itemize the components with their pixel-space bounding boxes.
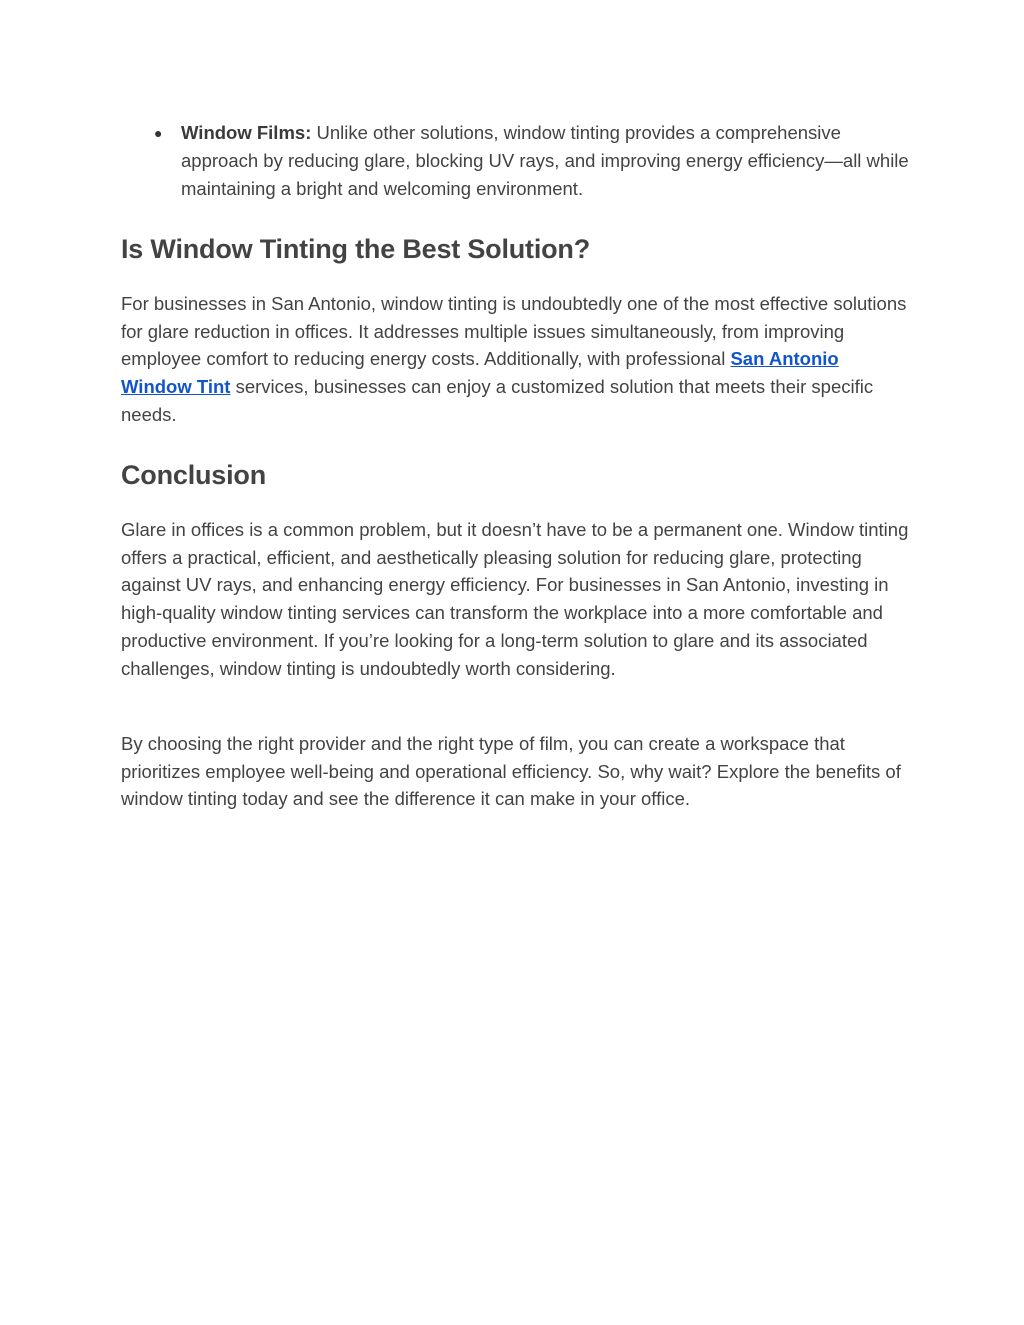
paragraph-text: For businesses in San Antonio, window tinting is undoubtedly one of the most effective solutions for glare reduction in offices. It addresses multiple issues simultaneously, from improving employee comfort to reducing energy costs. Additionally, with professional	[121, 293, 907, 370]
paragraph-text: services, businesses can enjoy a customized solution that meets their specific needs.	[121, 376, 874, 425]
section-heading-best-solution: Is Window Tinting the Best Solution?	[121, 234, 591, 264]
list-item	[121, 119, 911, 203]
paragraph-conclusion-1: Glare in offices is a common problem, but it doesn’t have to be a permanent one. Window tinting offers a practical, efficient, and aesthetically pleasing solution for reducing glare, protecting against UV rays, and enhancing energy efficiency. For businesses in San Antonio, investing in high-quality window tinting services can transform the workplace into a more comfortable and productive environment. If you’re looking for a long-term solution to glare and its associated challenges, window tinting is undoubtedly worth considering.	[121, 519, 909, 679]
paragraph-best-solution	[121, 290, 911, 429]
san-antonio-window-tint-link[interactable]: San Antonio Window Tint	[121, 348, 839, 398]
bullet-label: Window Films:	[181, 122, 312, 143]
bullet-text: Unlike other solutions, window tinting provides a comprehensive approach by reducing glare, blocking UV rays, and improving energy efficiency—all while maintaining a bright and welcoming environment.	[181, 122, 909, 199]
section-heading-conclusion: Conclusion	[121, 460, 266, 490]
paragraph-conclusion-2: By choosing the right provider and the right type of film, you can create a workspace that prioritizes employee well-being and operational efficiency. So, why wait? Explore the benefits of window tinting today and see the difference it can make in your office.	[121, 733, 901, 810]
bullet-dot-icon: ●	[154, 125, 163, 141]
bullet-list	[121, 119, 911, 203]
